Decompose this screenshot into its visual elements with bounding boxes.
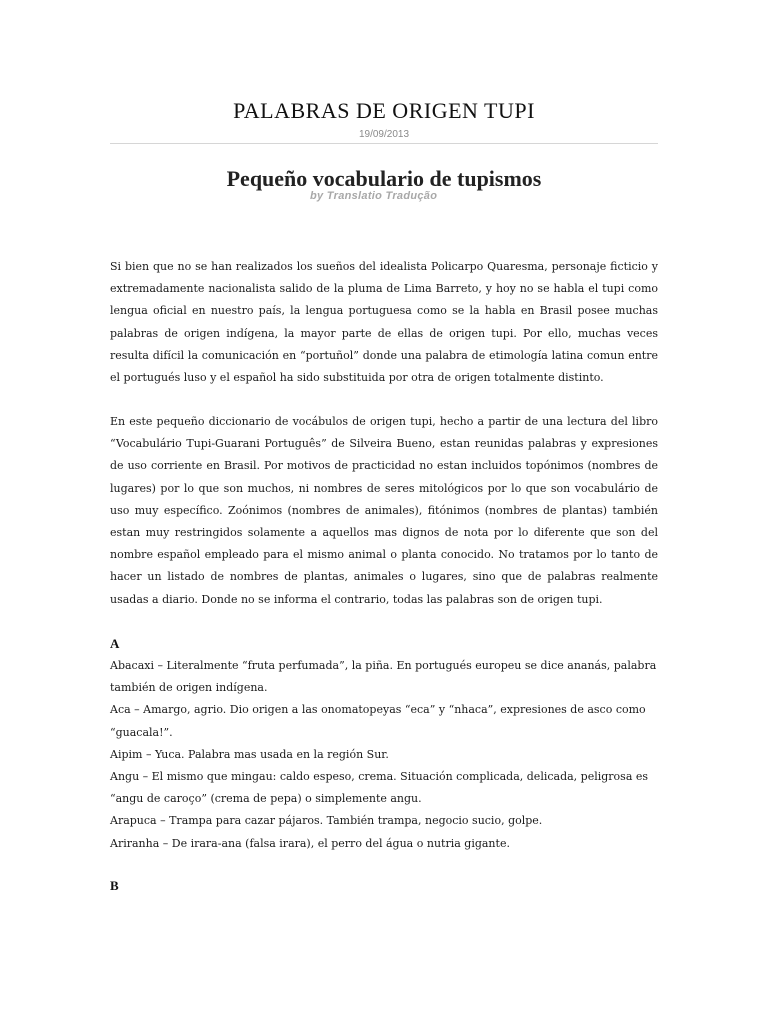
article-byline: by Translatio Tradução [310,190,438,202]
entries-list-a [110,655,658,855]
list-item: Abacaxi – Literalmente “fruta perfumada”, la piña. En portugués europeu se dice ananás, palabra [110,659,657,672]
publish-date: 19/09/2013 [358,129,410,140]
list-item: Aca – Amargo, agrio. Dio origen a las onomatopeyas “eca” y “nhaca”, expresiones de asco como [110,703,646,717]
list-item: “angu de caroço” (crema de pepa) o simplemente angu. [110,792,422,806]
intro-paragraph: Si bien que no se han realizados los sueños del idealista Policarpo Quaresma, personaje ficticio y extremadamente nacionalista salido de la pluma de Lima Barreto, y hoy no se habla el tupi como lengua oficial en nuestro país, la lengua portuguesa como se la habla en Brasil posee muchas palabras de origen indígena, la mayor parte de ellas de origen tupi. Por ello, muchas veces resulta difícil la comunicación en “portuñol” donde una palabra de etimología latina comun entre el portugués luso y el español ha sido substituida por otra de origen totalmente distinto. [110,260,658,385]
list-item: Arapuca – Trampa para cazar pájaros. También trampa, negocio sucio, golpe. [110,814,543,828]
section-letter-a: A [110,636,120,651]
list-item: “guacala!”. [110,725,173,739]
list-item: también de origen indígena. [110,681,268,695]
list-item: Angu – El mismo que mingau: caldo espeso, crema. Situación complicada, delicada, peligrosa es [110,770,649,784]
list-item: Aipim – Yuca. Palabra mas usada en la región Sur. [110,747,389,761]
section-letter-b: B [110,878,119,893]
document-title: PALABRAS DE ORIGEN TUPI [233,98,535,123]
list-item: Ariranha – De irara-ana (falsa irara), el perro del água o nutria gigante. [110,836,510,850]
scope-paragraph: En este pequeño diccionario de vocábulos de origen tupi, hecho a partir de una lectura del libro “Vocabulário Tupi-Guarani Português” de Silveira Bueno, estan reunidas palabras y expresiones de uso corriente en Brasil. Por motivos de practicidad no estan incluidos topónimos (nombres de lugares) por lo que son muchos, ni nombres de seres mitológicos por lo que son vocabulário de uso muy específico. Zoónimos (nombres de animales), fitónimos (nombres de plantas) también estan muy restringidos solamente a aquellos mas dignos de nota por lo diferente que son del nombre español empleado para el mismo animal o planta conocido. No tratamos por lo tanto de hacer un listado de nombres de plantas, animales o lugares, sino que de palabras realmente usadas a diario. Donde no se informa el contrario, todas las palabras son de origen tupi. [110,415,658,606]
header-divider [110,143,658,144]
article-title: Pequeño vocabulario de tupismos [226,166,542,191]
